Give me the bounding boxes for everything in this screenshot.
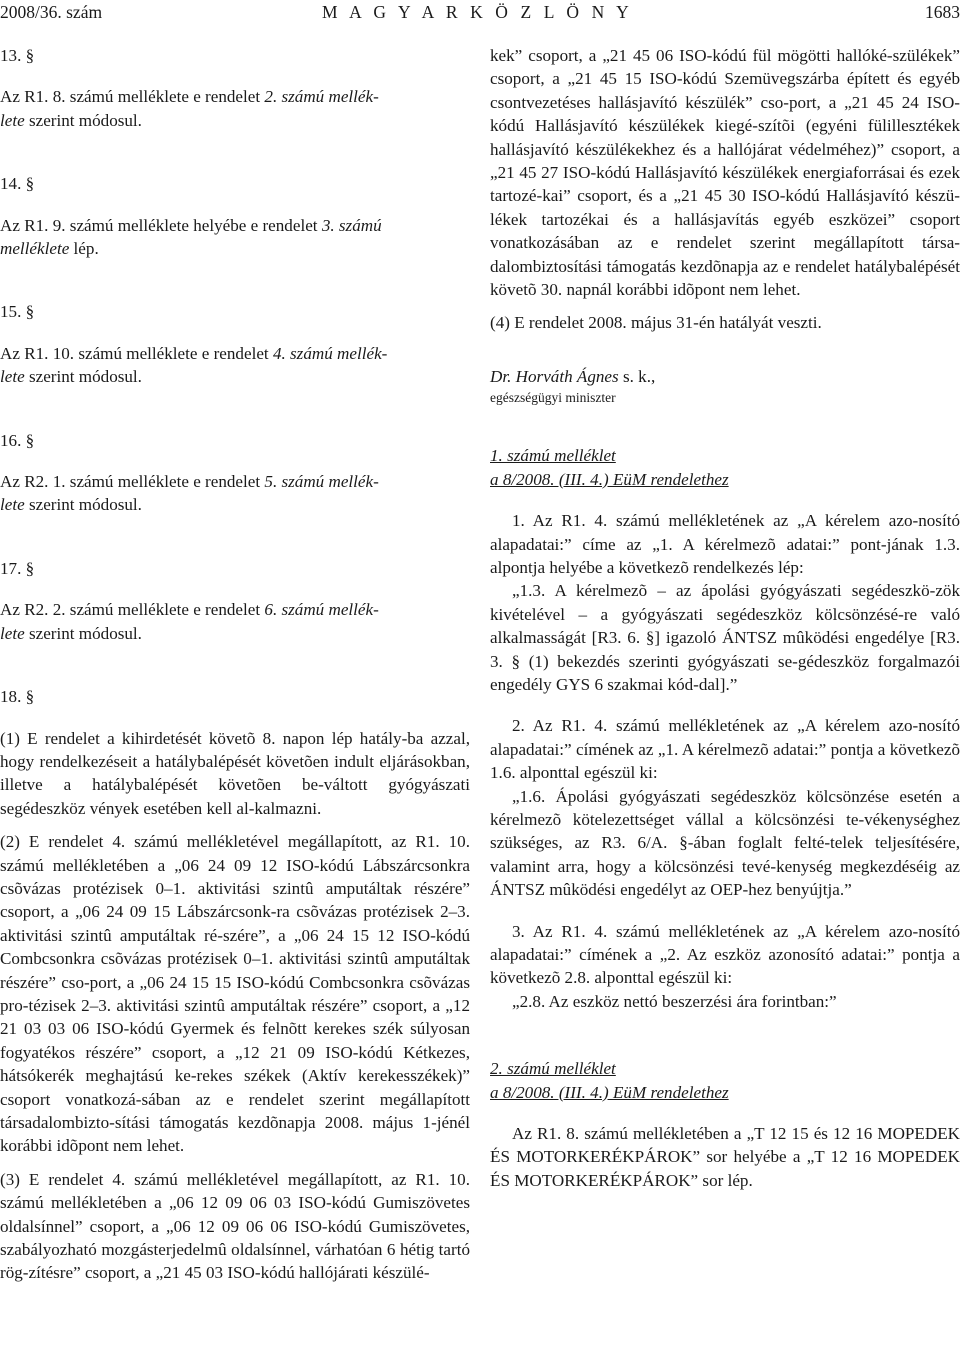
annex-1-quote-3: „2.8. Az eszköz nettó beszerzési ára forintban:” (512, 991, 837, 1011)
section-17-heading: 17. § (0, 558, 35, 578)
section-13-heading: 13. § (0, 46, 35, 65)
section-17-text: Az R2. 2. számú melléklete e rendelet 6. számú mellék- lete szerint módosul. (0, 600, 379, 643)
section-13-text: Az R1. 8. számú melléklete e rendelet 2. számú mellék- lete szerint módosul. (0, 87, 379, 130)
annex-1-quote-1: „1.3. A kérelmezõ – az ápolási gyógyászati segédeszkö-zök kivételével – a gyógyászati segédeszköz kölcsönzésé-re való alkalmasságát [R3. 6. §] igazoló ÁNTSZ mûködési engedélye [R3. 3. § (1) bekezdés szerinti gyógyászati se-gédeszköz forgalmazói engedély GYS 6 szakmai kód-dal].” (490, 581, 960, 694)
section-18-para-4: (4) E rendelet 2008. május 31-én hatályát veszti. (490, 313, 822, 333)
section-18-heading: 18. § (0, 687, 35, 707)
annex-1-title: 1. számú melléklet (490, 446, 616, 466)
section-16-heading: 16. § (0, 430, 35, 450)
section-18-para-1: (1) E rendelet a kihirdetését követõ 8. napon lép hatály-ba azzal, hogy rendelkezéseit a hatálybalépését követõen indult eljárásokban, illetve a hatálybalépését követõen be-váltott gyógyászati segédeszköz vények esetében kell al-kalmazni. (0, 728, 470, 818)
section-14-heading: 14. § (0, 174, 35, 194)
annex-1-para-2: 2. Az R1. 4. számú mellékletének az „A kérelem azo-nosító alapadatai:” címének az „1. A kérelmezõ adatai:” pontja a következõ 1.6. alponttal egészül ki: (490, 716, 960, 783)
journal-title: M A G Y A R K Ö Z L Ö N Y (322, 2, 633, 22)
section-18-para-3-continued: kek” csoport, a „21 45 06 ISO-kódú fül mögötti hallóké-szülékek” csoport, a „21 45 15 ISO-kódú Szemüvegszárba épített és egyéb csontvezetéses hallásjavító készülék” cso-port, a „21 45 24 ISO-kódú Hallásjavító készülékek kiegé-szítõi (egyéni fülillesztékek hallásjavító készülékekhez és a hallójárat védelméhez)” csoport, a „21 45 27 ISO-kódú Hallásjavító készülékek energiaforrásai és ezek tartozé-kai” csoport, és a „21 45 30 ISO-kódú Hallásjavító készü-lékek tartozékai és a hallásjavítás egyéb eszközei” csoport vonatkozásában az e rendelet szerint megállapított társa-dalombiztosítási támogatás kezdõnapja az e rendelet hatálybalépését követõ 30. napnál korábbi idõpont nem lehet. (490, 46, 960, 300)
annex-2-para-1: Az R1. 8. számú mellékletében a „T 12 15 és 12 16 MOPEDEK ÉS MOTORKERÉKPÁROK” sor helyébe a „T 12 16 MOPEDEK ÉS MOTORKERÉKPÁROK” sor lép. (490, 1124, 960, 1190)
annex-1-quote-2: „1.6. Ápolási gyógyászati segédeszköz kölcsönzése esetén a kérelmezõ kötelezettséget vállal a kölcsönzési te-vékenységhez szükséges, az R3. 6/A. §-ában foglalt felté-telek teljesítésére, valamint arra, hogy a kölcsönzési tevé-kenység megkezdéséig az ÁNTSZ mûködési engedélyt az OEP-hez benyújtja.” (490, 786, 960, 900)
section-14-text: Az R1. 9. számú melléklete helyébe e rendelet 3. számú melléklete lép. (0, 215, 382, 259)
section-18-para-3: (3) E rendelet 4. számú mellékletével megállapított, az R1. 10. számú mellékletében a „06 12 09 06 03 ISO-kódú Gumiszövetes oldalsínnel” csoport, a „06 12 09 06 06 ISO-kódú Gumiszövetes, szabályozható mozgásterjedelmû oldalsínnel, várhatóan 6 hétig tartó rög-zítésre” csoport, a „21 45 03 ISO-kódú hallójárati készülé- (0, 1169, 470, 1283)
annex-2-title: 2. számú melléklet (490, 1059, 616, 1079)
signature-title: egészségügyi miniszter (490, 390, 616, 406)
annex-1-subtitle: a 8/2008. (III. 4.) EüM rendelethez (490, 469, 729, 489)
page-header (0, 2, 960, 28)
section-16-text: Az R2. 1. számú melléklete e rendelet 5. számú mellék- lete szerint módosul. (0, 472, 379, 515)
annex-1-para-3: 3. Az R1. 4. számú mellékletének az „A kérelem azo-nosító alapadatai:” címének a „2. Az eszköz azonosító adatai:” pontja a következõ 2.8. alponttal egészül ki: (490, 921, 960, 988)
annex-1-para-1: 1. Az R1. 4. számú mellékletének az „A kérelem azo-nosító alapadatai:” címe az „1. A kérelmezõ adatai:” pont-jának 1.3. alpontja helyébe a következõ rendelkezés lép: (490, 511, 960, 577)
page-number: 1683 (925, 2, 960, 22)
issue-number: 2008/36. szám (0, 2, 103, 22)
section-18-para-2: (2) E rendelet 4. számú mellékletével megállapított, az R1. 10. számú mellékletében a „06 24 09 12 ISO-kódú Lábszárcsonkra csõvázas protézisek 0–1. aktivitási szintû amputáltak részére” csoport, a „06 24 09 15 Lábszárcsonk-ra csõvázas protézisek 2–3. aktivitási szintû amputáltak ré-szére”, a „06 24 15 12 ISO-kódú Combcsonkra csõvázas protézisek 0–1. aktivitási szintû amputáltak részére” cso-port, a „06 24 15 15 ISO-kódú Combcsonkra csõvázas pro-tézisek 2–3. aktivitási szintû amputáltak részére” csoport, a „12 21 03 03 06 ISO-kódú Gyermek és felnõtt kerekes szék súlyosan fogyatékos részére” csoport, a „12 21 09 ISO-kódú Kétkezes, hátsókerék meghajtású ke-rekes székek (Aktív kerekesszékek)” csoport vonatkozá-sában az e rendelet szerint megállapított társadalombizto-sítási támogatás kezdõnapja 2008. május 1-jénél korábbi idõpont nem lehet. (0, 832, 470, 1156)
section-15-heading: 15. § (0, 302, 35, 322)
left-column (0, 44, 470, 1285)
right-column (490, 44, 960, 1192)
signature-name: Dr. Horváth Ágnes s. k., (490, 366, 656, 386)
section-15-text: Az R1. 10. számú melléklete e rendelet 4. számú mellék- lete szerint módosul. (0, 343, 388, 387)
annex-2-subtitle: a 8/2008. (III. 4.) EüM rendelethez (490, 1082, 729, 1102)
